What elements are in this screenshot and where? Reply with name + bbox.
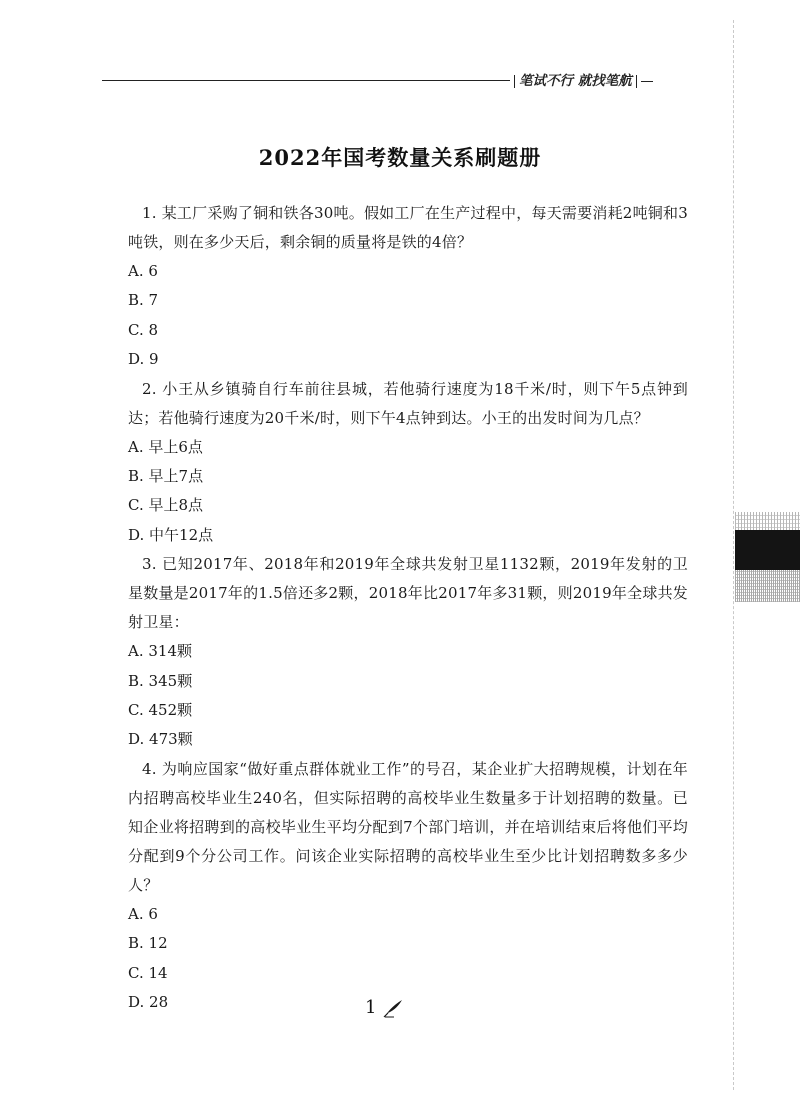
option-d: D. 28	[128, 993, 169, 1012]
page-title: 2022年国考数量关系刷题册	[258, 145, 542, 170]
quill-pen-icon	[382, 998, 404, 1018]
header-slogan	[510, 71, 653, 91]
page-number: 1	[365, 997, 377, 1018]
header-divider	[514, 75, 515, 88]
page-footer	[365, 997, 404, 1018]
question-text: 3. 已知2017年、2018年和2019年全球共发射卫星1132颗，2019年发射的卫星数量是2017年的1.5倍还多2颗，2018年比2017年多31颗，则2019年全球共发射卫星：	[128, 555, 688, 632]
option-a: A. 早上6点	[128, 437, 203, 456]
option-a: A. 6	[128, 262, 158, 280]
header-slogan-text: 笔试不行 就找笔航	[519, 73, 632, 89]
option-b: B. 早上7点	[128, 467, 204, 486]
option-c: C. 14	[128, 963, 168, 982]
option-d: D. 中午12点	[128, 525, 214, 544]
option-b: B. 7	[128, 291, 159, 310]
option-c: C. 8	[128, 320, 159, 339]
question-block	[128, 199, 688, 375]
question-block	[128, 550, 688, 755]
header-divider	[636, 75, 637, 88]
question-text: 2. 小王从乡镇骑自行车前往县城，若他骑行速度为18千米/时，则下午5点钟到达；若他骑行速度为20千米/时，则下午4点钟到达。小王的出发时间为几点？	[128, 379, 688, 427]
scan-artifact	[735, 530, 800, 570]
scan-artifact	[735, 570, 800, 602]
option-c: C. 452颗	[128, 701, 193, 720]
question-block	[128, 755, 688, 1018]
question-text: 1. 某工厂采购了铜和铁各30吨。假如工厂在生产过程中，每天需要消耗2吨铜和3吨铁，则在多少天后，剩余铜的质量将是铁的4倍？	[128, 204, 688, 251]
question-block	[128, 375, 688, 551]
option-c: C. 早上8点	[128, 496, 204, 515]
option-b: B. 345颗	[128, 671, 193, 690]
option-a: A. 6	[128, 904, 158, 923]
binding-edge-line	[733, 20, 734, 1090]
header-tail-rule	[641, 81, 653, 82]
scan-artifact	[735, 512, 800, 532]
header-rule	[102, 80, 510, 81]
option-b: B. 12	[128, 934, 168, 953]
question-text: 4. 为响应国家“做好重点群体就业工作”的号召，某企业扩大招聘规模，计划在年内招聘高校毕业生240名，但实际招聘的高校毕业生数量多于计划招聘的数量。已知企业将招聘到的高校毕业生平均分配到7个部门培训，并在培训结束后将他们平均分配到9个分公司工作。问该企业实际招聘的高校毕业生至少比计划招聘数多多少人？	[128, 759, 688, 894]
option-d: D. 473颗	[128, 730, 193, 749]
question-list	[128, 199, 688, 1018]
option-d: D. 9	[128, 350, 159, 369]
option-a: A. 314颗	[128, 642, 192, 661]
